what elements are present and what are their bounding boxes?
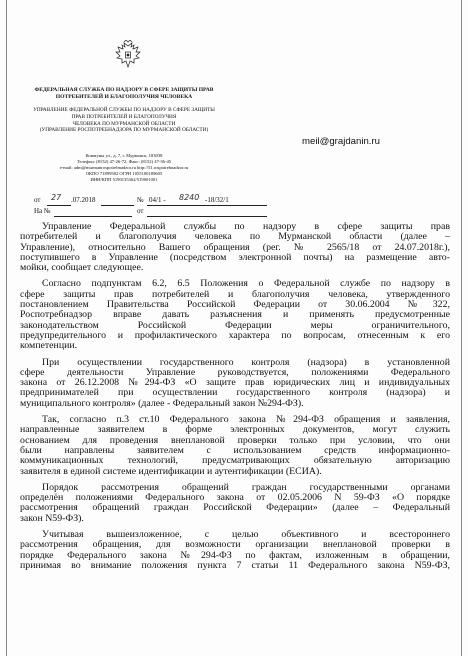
date-month-year: .07.2018 (71, 196, 96, 204)
text-line: Порядок рассмотрения обращений граждан государственными органами (42, 481, 450, 493)
reference-from-label: от (137, 207, 144, 215)
text-line: сфере деятельности Управление руководствуется, положениями Федерального (20, 366, 450, 378)
text-line: При осуществлении государственного контроля (надзора) в установленной (42, 356, 450, 368)
paragraph (20, 483, 450, 524)
number-suffix: -18/32/1 (205, 196, 229, 204)
paragraph (20, 279, 450, 351)
text-line: муниципального контроля» (далее - Федеральный закон №294-ФЗ). (20, 397, 304, 409)
number-handwritten: 8240 (179, 193, 200, 202)
text-line: Управление Федеральной службы по надзору в сфере защиты прав (42, 221, 450, 232)
text-line: закон N59-ФЗ). (20, 512, 84, 524)
text-line: потребителей и благополучия человека по Мурманской области (далее – (20, 231, 450, 243)
contact-line: Телефон: (8152) 47-26-72, Факс: (8152) 47-36-45 (76, 159, 172, 165)
department-name (30, 107, 218, 134)
text-line: коммуникационных технологий, предусматривающих обязательную авторизацию (20, 455, 450, 467)
paragraph (20, 530, 450, 571)
text-line: рассмотрения обращений граждан Российской Федерации» (далее – Федеральный (20, 502, 450, 514)
text-line: Учитывая вышеизложенное, с целью объективного и всестороннего (42, 529, 450, 541)
text-line: направленные заявителем в форме электронных документов, могут служить (20, 424, 450, 436)
agency-name (30, 87, 218, 101)
contact-line: е-mail: adm@murmanrospotrebnadzor.ru http://51.rospotrebnadzor.ru (59, 165, 189, 171)
text-line: закона от 26.12.2008 №294-ФЗ «О защите прав юридических лиц и индивидуальных (20, 377, 450, 389)
department-name-line: (УПРАВЛЕНИЕ РОСПОТРЕБНАДЗОРА ПО МУРМАНСКОЙ ОБЛАСТИ) (39, 127, 209, 134)
paragraph (20, 415, 450, 477)
number-label: № (137, 196, 144, 204)
text-line: заявителя в единой системе идентификации и аутентификации (ЕСИА). (20, 465, 322, 477)
agency-name-line: ФЕДЕРАЛЬНАЯ СЛУЖБА ПО НАДЗОРУ В СФЕРЕ ЗАЩИТЫ ПРАВ (34, 87, 214, 93)
contact-line: Коммуны ул., д. 7, г. Мурманск, 183038 (85, 153, 163, 158)
date-underline (101, 196, 134, 206)
agency-name-line: ПОТРЕБИТЕЛЕЙ И БЛАГОПОЛУЧИЯ ЧЕЛОВЕКА (55, 93, 193, 100)
paragraph (20, 222, 450, 273)
letter-body (20, 222, 450, 577)
text-line: поступившего в Управление (посредством электронной почты) на размещение авто- (20, 251, 450, 263)
text-line: предпринимателей при осуществлении государственного контроля (надзора) и (20, 387, 450, 399)
date-day-handwritten: 27 (51, 193, 62, 202)
text-line: Согласно подпунктам 6.2, 6.5 Положения о Федеральной службе по надзору в (42, 278, 450, 290)
page-border-left (6, 0, 7, 656)
date-day-field (47, 193, 71, 206)
reference-date-field (147, 207, 267, 217)
contact-line: ОКПО 71899582 ОГРН 1055100189605 (85, 171, 163, 177)
page-border-right (461, 0, 462, 656)
text-line: принимая во внимание положения пункта 7 статьи 11 Федерального закона N59-ФЗ, (20, 559, 450, 571)
text-line: законодательством Российской Федерации меры ограничительного, (20, 319, 450, 331)
from-label: от (34, 196, 41, 204)
department-name-line: УПРАВЛЕНИЕ ФЕДЕРАЛЬНОЙ СЛУЖБЫ ПО НАДЗОРУ В СФЕРЕ ЗАЩИТЫ (33, 107, 215, 113)
text-line: основанием для проведения внеплановой проверки только при условии, что они (20, 434, 450, 446)
paragraph (20, 358, 450, 409)
department-name-line: ПРАВ ПОТРЕБИТЕЛЕЙ И БЛАГОПОЛУЧИЯ (71, 113, 177, 120)
text-line: компетенции. (20, 340, 78, 352)
contact-line: ИНН/КПП 5190135362/519001001 (90, 177, 158, 183)
text-line: Роспотребнадзор вправе давать разъяснения и применять предусмотренные (20, 309, 450, 321)
text-line: предупредительного и профилактического характера по вопросам, отнесенным к его (20, 329, 450, 341)
reference-number-label: На № (34, 207, 51, 215)
text-line: мойки, сообщает следующее. (20, 262, 144, 274)
text-line: Так, согласно п.3 ст.10 Федерального закона №294-ФЗ обращения и заявления, (42, 414, 450, 426)
number-prefix: 04/1 - (149, 196, 166, 204)
text-line: определён положениями Федерального закона от 02.05.2006 N 59-ФЗ «О порядке (20, 492, 450, 504)
text-line: сфере защиты прав потребителей и благополучия человека, утвержденного (20, 288, 450, 300)
text-line: были направлены заявителем с использованием средств информационно- (20, 444, 450, 456)
department-name-line: ЧЕЛОВЕКА ПО МУРМАНСКОЙ ОБЛАСТИ (72, 120, 176, 127)
coat-of-arms-icon (114, 40, 142, 72)
department-contacts (30, 153, 218, 183)
reference-number-field (54, 207, 132, 217)
text-line: Управление), относительно Вашего обращения (рег. № 2565/18 от 24.07.2018г.), (20, 241, 450, 253)
text-line: порядке Федерального закона №294-ФЗ по фактам, изложенным в обращении, (20, 549, 450, 561)
addressee-email: meil@grajdanin.ru (302, 136, 380, 147)
text-line: постановлением Правительства Российской Федерации от 30.06.2004 №322, (20, 299, 450, 311)
text-line: рассмотрения обращения, для возможности организации внеплановой проверки в (20, 539, 450, 551)
document-number-field (147, 193, 267, 206)
